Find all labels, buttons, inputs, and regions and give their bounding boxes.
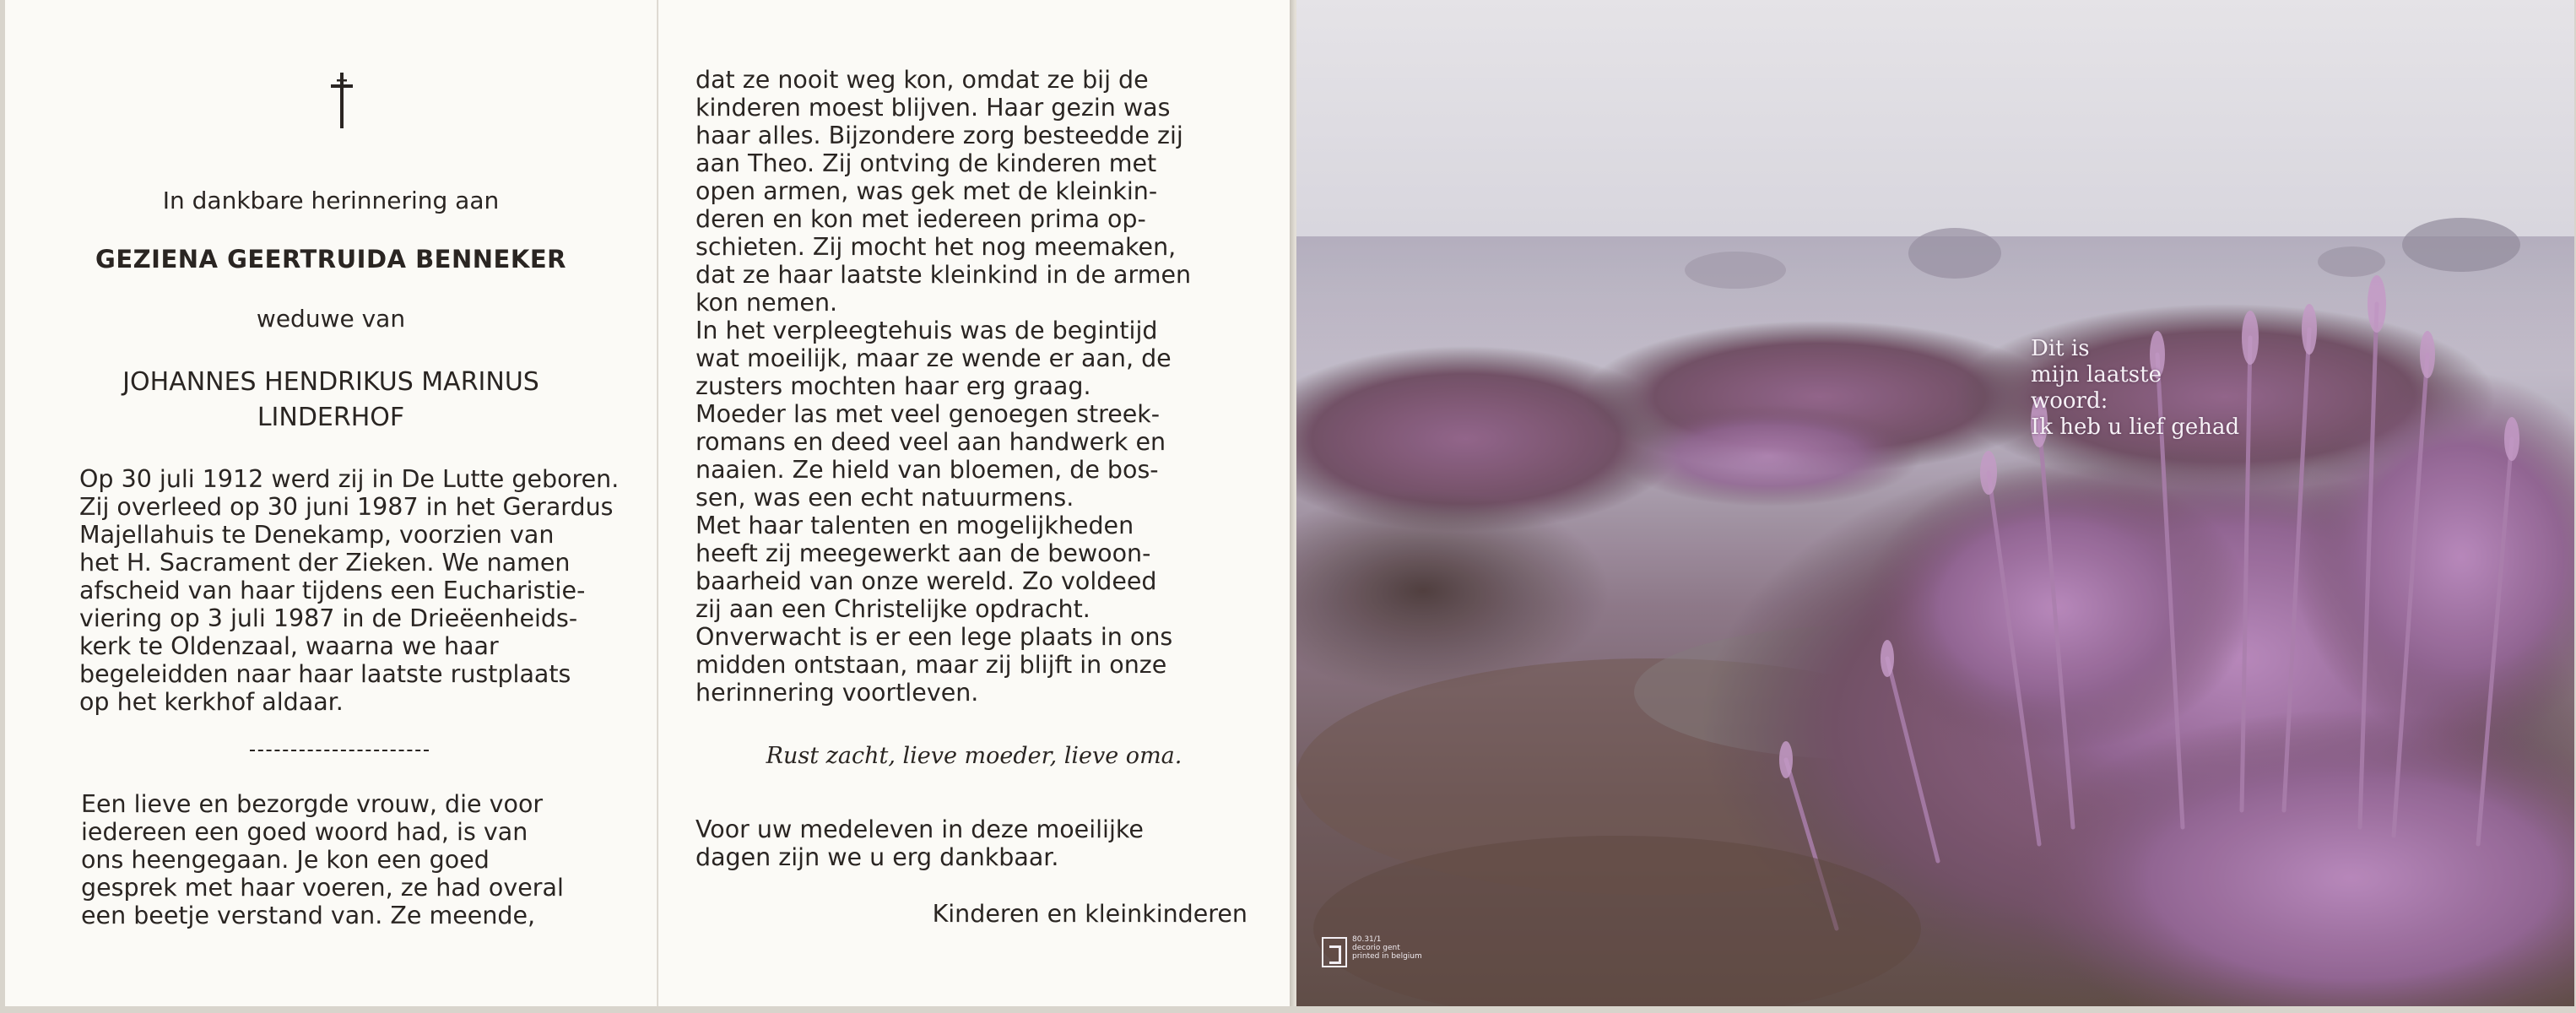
text-line: ons heengegaan. Je kon een goed bbox=[81, 846, 490, 874]
closing-blessing: Rust zacht, lieve moeder, lieve oma. bbox=[766, 743, 1182, 769]
cross-icon bbox=[329, 73, 354, 128]
text-line: het H. Sacrament der Zieken. We namen bbox=[79, 549, 571, 577]
text-line: Majellahuis te Denekamp, voorzien van bbox=[79, 521, 555, 549]
text-line: baarheid van onze wereld. Zo voldeed bbox=[695, 567, 1157, 595]
text-line: afscheid van haar tijdens een Eucharistie- bbox=[79, 577, 586, 604]
text-line: iedereen een goed woord had, is van bbox=[81, 818, 528, 846]
left-text-page bbox=[5, 0, 658, 1006]
text-line: deren en kon met iedereen prima op- bbox=[695, 205, 1146, 233]
poem-line: Dit is bbox=[2031, 336, 2090, 361]
text-line: heeft zij meegewerkt aan de bewoon- bbox=[695, 539, 1151, 567]
text-line: zij aan een Christelijke opdracht. bbox=[695, 595, 1090, 623]
text-line: Een lieve en bezorgde vrouw, die voor bbox=[81, 790, 544, 818]
text-line: schieten. Zij mocht het nog meemaken, bbox=[695, 233, 1177, 261]
text-line: dat ze haar laatste kleinkind in de armen bbox=[695, 261, 1192, 289]
text-line: Moeder las met veel genoegen streek- bbox=[695, 400, 1161, 428]
deceased-name: GEZIENA GEERTRUIDA BENNEKER bbox=[95, 245, 566, 274]
text-line: haar alles. Bijzondere zorg besteedde zij bbox=[695, 122, 1183, 149]
text-line: zusters mochten haar erg graag. bbox=[695, 372, 1091, 400]
poem-text bbox=[2031, 336, 2239, 441]
continued-text-paragraph bbox=[695, 66, 1231, 707]
thanks-paragraph bbox=[695, 815, 1231, 871]
imprint-line: printed in belgium bbox=[1352, 952, 1422, 961]
text-line: Met haar talenten en mogelijkheden bbox=[695, 512, 1134, 539]
publisher-logo-icon bbox=[1322, 937, 1347, 967]
text-line: romans en deed veel aan handwerk en bbox=[695, 428, 1166, 456]
text-line: naaien. Ze hield van bloemen, de bos- bbox=[695, 456, 1159, 484]
tribute-paragraph bbox=[81, 790, 604, 929]
text-line: dat ze nooit weg kon, omdat ze bij de bbox=[695, 66, 1149, 94]
husband-name bbox=[5, 365, 657, 436]
text-line: Op 30 juli 1912 werd zij in De Lutte geboren. bbox=[79, 465, 620, 493]
imprint-line: 80.31/1 bbox=[1352, 935, 1382, 944]
poem-line: woord: bbox=[2031, 388, 2108, 414]
text-line: In het verpleegtehuis was de begintijd bbox=[695, 317, 1158, 344]
family-signature: Kinderen en kleinkinderen bbox=[932, 900, 1247, 928]
text-line: wat moeilijk, maar ze wende er aan, de bbox=[695, 344, 1172, 372]
text-line: Voor uw medeleven in deze moeilijke bbox=[695, 815, 1144, 843]
text-line: Onverwacht is er een lege plaats in ons bbox=[695, 623, 1173, 651]
husband-name-line: JOHANNES HENDRIKUS MARINUS bbox=[122, 367, 539, 397]
poem-line: mijn laatste bbox=[2031, 362, 2162, 387]
text-line: aan Theo. Zij ontving de kinderen met bbox=[695, 149, 1157, 177]
heather-landscape-image bbox=[1296, 0, 2574, 1006]
text-line: sen, was een echt natuurmens. bbox=[695, 484, 1074, 512]
imprint-line: decorio gent bbox=[1352, 944, 1400, 952]
text-line: viering op 3 juli 1987 in de Drieëenheids- bbox=[79, 604, 578, 632]
poem-line: Ik heb u lief gehad bbox=[2031, 414, 2240, 440]
text-line: open armen, was gek met de kleinkin- bbox=[695, 177, 1158, 205]
text-line: een beetje verstand van. Ze meende, bbox=[81, 902, 536, 929]
dashed-separator bbox=[250, 750, 429, 751]
heather-photo-page bbox=[1296, 0, 2574, 1006]
text-line: herinnering voortleven. bbox=[695, 679, 979, 707]
text-line: kerk te Oldenzaal, waarna we haar bbox=[79, 632, 499, 660]
text-line: kinderen moest blijven. Haar gezin was bbox=[695, 94, 1171, 122]
husband-name-line: LINDERHOF bbox=[257, 403, 405, 432]
right-text-page bbox=[658, 0, 1290, 1006]
biography-paragraph bbox=[79, 465, 620, 716]
text-line: op het kerkhof aldaar. bbox=[79, 688, 344, 716]
text-line: gesprek met haar voeren, ze had overal bbox=[81, 874, 564, 902]
printer-imprint bbox=[1352, 935, 1422, 961]
widow-of-text: weduwe van bbox=[256, 305, 406, 333]
text-line: begeleidden naar haar laatste rustplaats bbox=[79, 660, 571, 688]
text-line: kon nemen. bbox=[695, 289, 838, 317]
text-line: Zij overleed op 30 juni 1987 in het Gerardus bbox=[79, 493, 614, 521]
intro-text: In dankbare herinnering aan bbox=[162, 187, 500, 214]
text-line: dagen zijn we u erg dankbaar. bbox=[695, 843, 1059, 871]
text-line: midden ontstaan, maar zij blijft in onze bbox=[695, 651, 1167, 679]
